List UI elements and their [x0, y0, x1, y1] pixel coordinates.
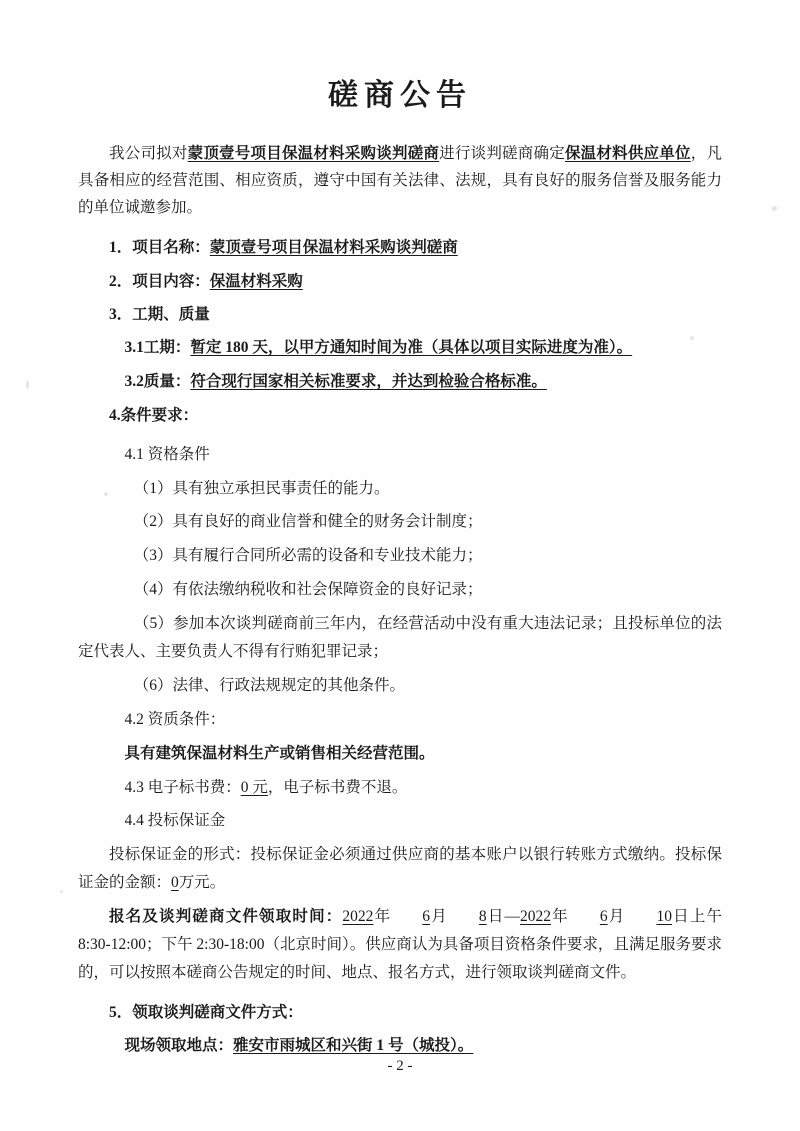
item-4-3-amount: 0 元 — [240, 778, 268, 796]
item-4-2-title: 4.2 资质条件： — [124, 710, 226, 728]
item-3-1 — [78, 334, 722, 362]
section-5 — [78, 999, 722, 1026]
condition-item: （4）有依法缴纳税收和社会保障资金的良好记录； — [133, 581, 483, 599]
item-3-2-no: 3.2 — [124, 372, 144, 390]
item-4-4-title: 4.4 投标保证金 — [124, 812, 226, 830]
item-3-2-label: 质量： — [143, 372, 191, 390]
pickup-site — [78, 1032, 722, 1060]
item-4-3-tail: ，电子标书费不退。 — [267, 778, 408, 796]
intro-tail: ，凡具备相应的经营范围、相应资质，遵守中国有关法律、法规，具有良好的服务信誉及服务能力的单位诚邀参加。 — [78, 145, 722, 217]
item-4-3 — [78, 774, 722, 802]
pickup-end-month: 6 — [599, 908, 608, 926]
item-3-2 — [78, 368, 722, 396]
scan-speck — [690, 336, 694, 340]
section-2-label: 项目内容： — [132, 272, 210, 290]
section-2 — [78, 268, 722, 295]
pickup-day-unit: 日— — [486, 908, 520, 926]
item-4-3-label: 4.3 电子标书费： — [124, 778, 241, 796]
item-3-2-value: 符合现行国家相关标准要求，并达到检验合格标准。 — [190, 372, 547, 390]
pickup-time-paragraph — [78, 903, 722, 987]
section-4-no: 4. — [109, 406, 121, 424]
pickup-time-tail: 日上午 8:30-12:00；下午 2:30-18:00（北京时间）。供应商认为具备项目资格条件要求，且满足服务要求的，可以按照本磋商公告规定的时间、地点、报名方式，进行领取谈判磋商文件。 — [78, 908, 722, 981]
pickup-start-year: 2022 — [342, 908, 374, 926]
page-number: - 2 - — [387, 1058, 413, 1074]
scan-speck — [60, 890, 63, 893]
intro-lead: 我公司拟对 — [109, 145, 188, 162]
pickup-site-value: 雅安市雨城区和兴街 1 号（城投）。 — [233, 1036, 474, 1054]
intro-paragraph — [78, 140, 722, 221]
item-4-2-text: 具有建筑保温材料生产或销售相关经营范围。 — [124, 744, 435, 762]
item-3-1-value: 暂定 180 天，以甲方通知时间为准（具体以项目实际进度为准）。 — [190, 338, 633, 356]
section-2-value: 保温材料采购 — [209, 272, 303, 290]
condition-item: （2）具有良好的商业信誉和健全的财务会计制度； — [133, 513, 483, 531]
item-4-1-title: 4.1 资格条件 — [124, 445, 210, 463]
section-3-no: 3． — [109, 305, 133, 323]
pickup-start-day: 8 — [478, 908, 487, 926]
scan-speck — [104, 492, 108, 496]
item-4-4-text — [78, 841, 722, 897]
section-5-no: 5． — [109, 1003, 133, 1021]
item-4-4-form: 投标保证金的形式：投标保证金必须通过供应商的基本账户以银行转账方式缴纳。投标保证金的金额： — [78, 846, 722, 892]
pickup-month-unit-2: 月 — [607, 908, 626, 926]
condition-item: （5）参加本次谈判磋商前三年内，在经营活动中没有重大违法记录；且投标单位的法定代表人、主要负责人不得有行贿犯罪记录； — [78, 615, 722, 660]
intro-supplier: 保温材料供应单位 — [564, 145, 691, 162]
section-5-label: 领取谈判磋商文件方式： — [132, 1003, 303, 1021]
pickup-year-unit-2: 年 — [551, 908, 569, 926]
section-1 — [78, 234, 722, 261]
scan-speck — [772, 206, 777, 211]
section-2-no: 2． — [109, 272, 133, 290]
pickup-start-month: 6 — [422, 908, 431, 926]
condition-item: （1）具有独立承担民事责任的能力。 — [133, 479, 390, 497]
section-4-label: 条件要求： — [120, 406, 199, 424]
section-3-label: 工期、质量 — [132, 305, 210, 323]
item-3-1-label: 工期： — [143, 338, 191, 356]
section-1-label: 项目名称： — [132, 239, 210, 257]
intro-mid: 进行谈判磋商确定 — [439, 145, 565, 162]
item-4-4-amount: 0 — [171, 874, 179, 892]
item-3-1-no: 3.1 — [124, 338, 144, 356]
section-4 — [78, 402, 722, 429]
section-1-value: 蒙顶壹号项目保温材料采购谈判磋商 — [209, 239, 458, 257]
pickup-site-label: 现场领取地点： — [124, 1036, 234, 1054]
pickup-label: 报名及谈判磋商文件领取时间： — [109, 908, 343, 926]
pickup-month-unit: 月 — [430, 908, 448, 926]
pickup-end-day: 10 — [656, 908, 672, 926]
condition-item: （6）法律、行政法规规定的其他条件。 — [133, 676, 406, 694]
section-1-no: 1． — [109, 239, 133, 257]
intro-project-name: 蒙顶壹号项目保温材料采购谈判磋商 — [187, 145, 440, 162]
pickup-end-year: 2022 — [520, 908, 551, 926]
scan-speck — [26, 380, 29, 389]
condition-item: （3）具有履行合同所必需的设备和专业技术能力； — [133, 547, 483, 565]
section-3 — [78, 301, 722, 328]
page-title: 磋商公告 — [328, 78, 472, 113]
pickup-year-unit: 年 — [373, 908, 392, 926]
item-4-4-unit: 万元。 — [178, 874, 226, 892]
